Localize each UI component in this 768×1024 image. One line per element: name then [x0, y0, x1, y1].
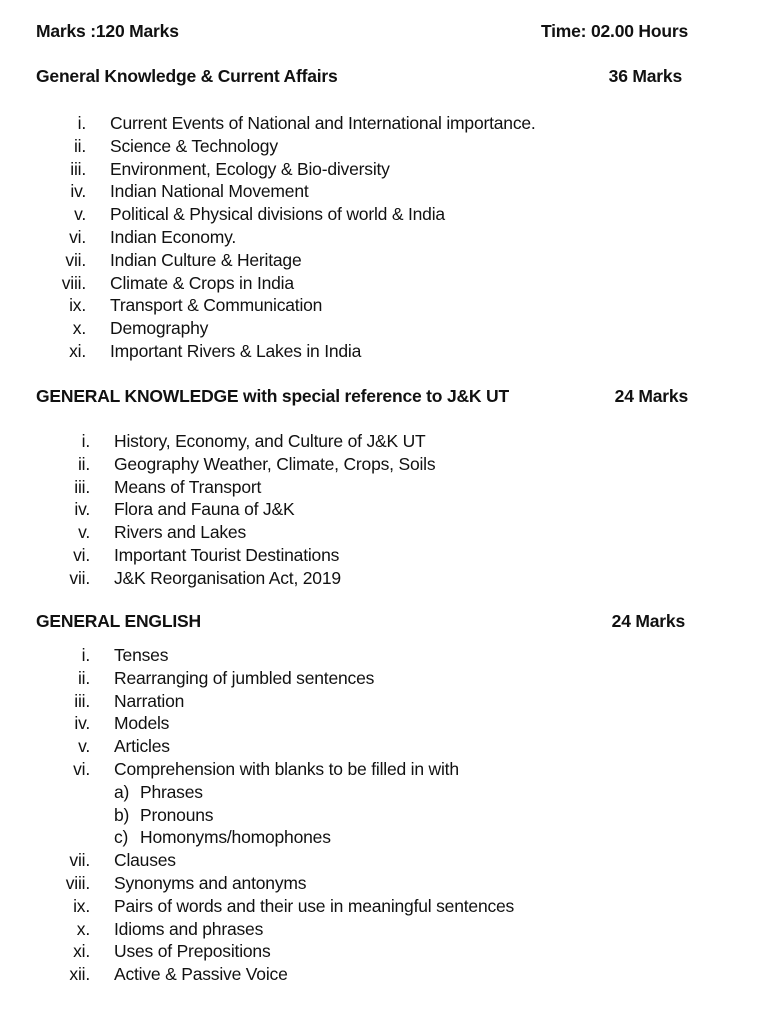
item-text: Rivers and Lakes [114, 522, 247, 543]
item-text: Science & Technology [110, 135, 278, 156]
item-number: vii. [69, 850, 90, 871]
item-number: xii. [69, 964, 90, 985]
item-number: iv. [74, 499, 90, 520]
item-number: i. [81, 431, 90, 451]
sub-item-letter: a) [114, 781, 130, 802]
item-number: vi. [73, 544, 90, 565]
item-text: Current Events of National and International importance. [110, 113, 536, 133]
item-number: ii. [73, 135, 86, 156]
item-text: Important Rivers & Lakes in India [110, 340, 362, 361]
item-text: Flora and Fauna of J&K [114, 499, 295, 520]
item-number: v. [74, 204, 86, 225]
item-number: vi. [69, 226, 86, 247]
item-text: Geography Weather, Climate, Crops, Soils [114, 453, 436, 474]
item-number: ii. [77, 453, 90, 474]
item-text: Means of Transport [114, 476, 262, 497]
item-number: vii. [65, 249, 86, 270]
item-number: iii. [74, 476, 90, 497]
sub-item-letter: b) [114, 804, 130, 825]
item-text: Important Tourist Destinations [114, 544, 340, 565]
item-text: Demography [110, 318, 209, 339]
total-marks: Marks :120 Marks [36, 21, 179, 41]
item-text: Clauses [114, 850, 176, 871]
item-text: Indian National Movement [110, 181, 309, 202]
item-number: viii. [65, 872, 90, 893]
item-number: iv. [74, 713, 90, 734]
item-number: v. [78, 736, 90, 757]
section-title: GENERAL KNOWLEDGE with special reference to J&K UT [36, 386, 509, 406]
section-title: GENERAL ENGLISH [36, 611, 201, 631]
item-number: ii. [77, 667, 90, 688]
item-text: Climate & Crops in India [110, 272, 294, 293]
section-marks: 24 Marks [611, 611, 685, 631]
item-text: J&K Reorganisation Act, 2019 [114, 567, 341, 588]
item-number: vii. [69, 567, 90, 588]
item-text: Models [114, 713, 170, 734]
item-text: History, Economy, and Culture of J&K UT [114, 431, 426, 451]
item-text: Indian Culture & Heritage [110, 249, 302, 270]
item-number: ix. [69, 295, 86, 316]
item-text: Homonyms/homophones [140, 827, 331, 848]
item-text: Uses of Prepositions [114, 941, 271, 962]
item-number: ix. [73, 895, 90, 916]
item-text: Active & Passive Voice [114, 964, 288, 985]
item-number: iii. [70, 158, 86, 179]
item-number: x. [72, 318, 86, 339]
item-number: iii. [74, 690, 90, 711]
exam-time: Time: 02.00 Hours [540, 21, 688, 41]
section-heading [36, 386, 688, 407]
item-number: iv. [70, 181, 86, 202]
item-number: vi. [73, 758, 90, 779]
exam-header [36, 21, 688, 42]
sub-item-letter: c) [114, 827, 129, 848]
item-text: Rearranging of jumbled sentences [114, 667, 375, 688]
item-text: Indian Economy. [110, 226, 237, 247]
item-text: Pronouns [140, 804, 214, 825]
item-number: i. [81, 645, 90, 665]
section-title: General Knowledge & Current Affairs [36, 66, 338, 86]
section-marks: 24 Marks [614, 386, 688, 406]
section-heading [36, 611, 688, 632]
item-number: xi. [69, 340, 86, 361]
item-text: Transport & Communication [110, 295, 323, 316]
item-number: i. [77, 113, 86, 133]
item-number: viii. [61, 272, 86, 293]
item-text: Pairs of words and their use in meaningful sentences [114, 895, 515, 916]
item-number: x. [76, 918, 90, 939]
item-text: Articles [114, 736, 170, 757]
item-number: xi. [73, 941, 90, 962]
item-text: Narration [114, 690, 185, 711]
section-marks: 36 Marks [608, 66, 682, 86]
item-text: Synonyms and antonyms [114, 872, 307, 893]
section-heading [36, 66, 688, 87]
item-text: Phrases [140, 781, 203, 802]
item-number: v. [78, 522, 90, 543]
item-text: Idioms and phrases [114, 918, 264, 939]
item-text: Political & Physical divisions of world & India [110, 204, 445, 225]
item-text: Comprehension with blanks to be filled in with [114, 758, 459, 779]
item-text: Tenses [114, 645, 169, 665]
item-text: Environment, Ecology & Bio-diversity [110, 158, 390, 179]
